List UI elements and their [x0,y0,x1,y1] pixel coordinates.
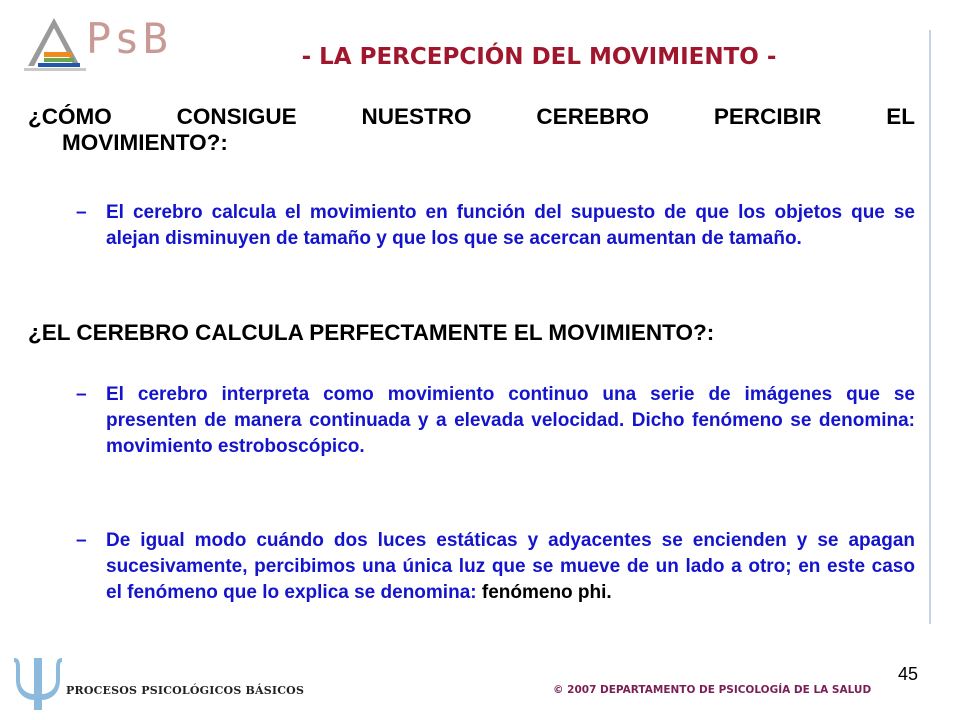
dash-bullet: – [76,530,87,551]
list-item [76,528,915,606]
dash-bullet: – [76,384,87,405]
item-text [106,528,915,606]
footer-department: © 2007 DEPARTAMENTO DE PSICOLOGÍA DE LA SALUD [553,684,872,696]
list-item [76,382,915,460]
dash-bullet: – [76,202,87,223]
item-text-main: De igual modo cuándo dos luces estáticas y adyacentes se encienden y se apagan sucesivamente, percibimos una única luz que se mueve de un lado a otro; en este caso el fenómeno que lo explica se denomina: [106,530,915,603]
list-item [76,200,915,252]
frame-divider [929,30,931,624]
item-text: El cerebro interpreta como movimiento continuo una serie de imágenes que se presenten de manera continuada y a elevada velocidad. Dicho fenómeno se denomina: movimiento estroboscópico. [106,384,915,457]
question-1-line-2: MOVIMIENTO?: [62,130,228,155]
slide-title: - LA PERCEPCIÓN DEL MOVIMIENTO - [301,44,777,70]
question-1-line-1: ¿CÓMO CONSIGUE NUESTRO CEREBRO PERCIBIR EL [28,104,915,129]
item-text-emphasis: fenómeno phi. [481,582,612,603]
footer-course: PROCESOS PSICOLÓGICOS BÁSICOS [66,684,305,697]
question-2: ¿EL CEREBRO CALCULA PERFECTAMENTE EL MOVIMIENTO?: [28,320,715,345]
logo-text: PsB [86,14,171,63]
psi-icon [8,650,68,714]
page-number: 45 [898,664,919,684]
item-text: El cerebro calcula el movimiento en función del supuesto de que los objetos que se alejan disminuyen de tamaño y que los que se acercan aumentan de tamaño. [106,202,915,249]
